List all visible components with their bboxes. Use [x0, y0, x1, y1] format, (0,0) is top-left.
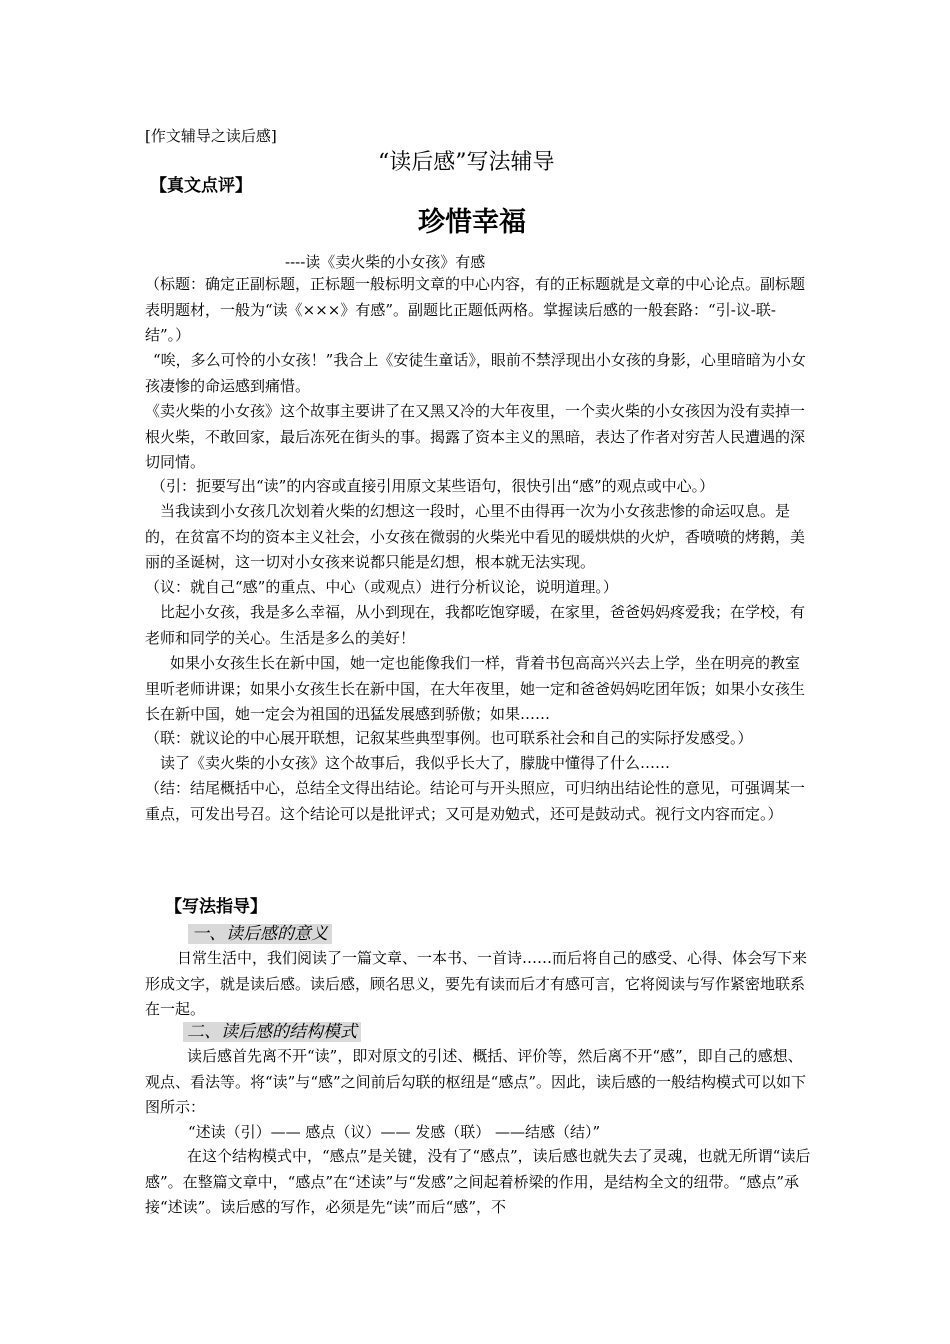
essay-paragraph-5: 如果小女孩生长在新中国，她一定也能像我们一样，背着书包高高兴兴去上学，坐在明亮的教室里听老师讲课；如果小女孩生长在新中国，在大年夜里，她一定和爸爸妈妈吃团年饭；如果小女孩生长在新中国，她一定会为祖国的迅猛发展感到骄傲；如果…… — [145, 654, 806, 723]
guide-heading-2-text: 二、读后感的结构模式 — [183, 1022, 361, 1042]
section-heading-review: 【真文点评】 — [150, 176, 252, 196]
doc-title: “读后感”写法辅导 — [378, 150, 555, 175]
guide-paragraph-3: 在这个结构模式中，“感点”是关键，没有了“感点”，读后感也就失去了灵魂，也就无所谓“读后感”。在整篇文章中，“感点”在“述读”与“发感”之间起着桥梁的作用，是结构全文的纽带。“感点”承接“述读”。读后感的写作，必须是先“读”而后“感”，不 — [145, 1147, 811, 1216]
note-yi: （议：就自己“感”的重点、中心（或观点）进行分析议论，说明道理。） — [145, 578, 618, 596]
essay-subtitle: ----读《卖火柴的小女孩》有感 — [285, 253, 486, 271]
guide-paragraph-2: 读后感首先离不开“读”，即对原文的引述、概括、评价等，然后离不开“感”，即自己的感想、观点、看法等。将“读”与“感”之间前后勾联的枢纽是“感点”。因此，读后感的一般结构模式可以如下图所示： — [145, 1047, 807, 1116]
note-jie: （结：结尾概括中心，总结全文得出结论。结论可与开头照应，可归纳出结论性的意见，可强调某一重点，可发出号召。这个结论可以是批评式；又可是劝勉式，还可是鼓动式。视行文内容而定。） — [145, 779, 806, 823]
guide-heading-1-text: 一、读后感的意义 — [188, 924, 332, 944]
structure-formula: “述读（引）—— 感点（议）—— 发感（联） ——结感（结）” — [188, 1123, 601, 1141]
guide-heading-1 — [188, 922, 332, 946]
essay-paragraph-2: 《卖火柴的小女孩》这个故事主要讲了在又黑又冷的大年夜里，一个卖火柴的小女孩因为没有卖掉一根火柴，不敢回家，最后冻死在街头的事。揭露了资本主义的黑暗，表达了作者对穷苦人民遭遇的深切同情。 — [145, 402, 806, 471]
guide-heading-2 — [183, 1020, 361, 1044]
essay-title: 珍惜幸福 — [418, 207, 526, 238]
note-lian: （联：就议论的中心展开联想，记叙某些典型事例。也可联系社会和自己的实际抒发感受。） — [145, 729, 753, 747]
section-heading-guide: 【写法指导】 — [165, 897, 267, 917]
essay-paragraph-4: 比起小女孩，我是多么幸福，从小到现在，我都吃饱穿暖，在家里，爸爸妈妈疼爱我；在学校，有老师和同学的关心。生活是多么的美好！ — [145, 603, 806, 647]
note-yin: （引：扼要写出“读”的内容或直接引用原文某些语句，很快引出“感”的观点或中心。） — [151, 477, 715, 495]
essay-paragraph-3: 当我读到小女孩几次划着火柴的幻想这一段时，心里不由得再一次为小女孩悲惨的命运叹息。是的，在贫富不均的资本主义社会，小女孩在微弱的火柴光中看见的暖烘烘的火炉，香喷喷的烤鹅，美丽的圣诞树，这一切对小女孩来说都只能是幻想，根本就无法实现。 — [145, 502, 806, 571]
doc-tag: [作文辅导之读后感] — [145, 127, 277, 145]
essay-paragraph-6: 读了《卖火柴的小女孩》这个故事后，我似乎长大了，朦胧中懂得了什么…… — [160, 754, 671, 772]
essay-paragraph-1: “唉，多么可怜的小女孩！”我合上《安徒生童话》，眼前不禁浮现出小女孩的身影，心里暗暗为小女孩凄惨的命运感到痛惜。 — [145, 351, 806, 395]
guide-paragraph-1: 日常生活中，我们阅读了一篇文章、一本书、一首诗……而后将自己的感受、心得、体会写下来形成文字，就是读后感。读后感，顾名思义，要先有读而后才有感可言，它将阅读与写作紧密地联系在一起。 — [145, 949, 808, 1018]
note-title: （标题：确定正副标题，正标题一般标明文章的中心内容，有的正标题就是文章的中心论点。副标题表明题材，一般为“读《×××》有感”。副题比正题低两格。掌握读后感的一般套路：“引-议-联-结”。） — [145, 275, 806, 344]
